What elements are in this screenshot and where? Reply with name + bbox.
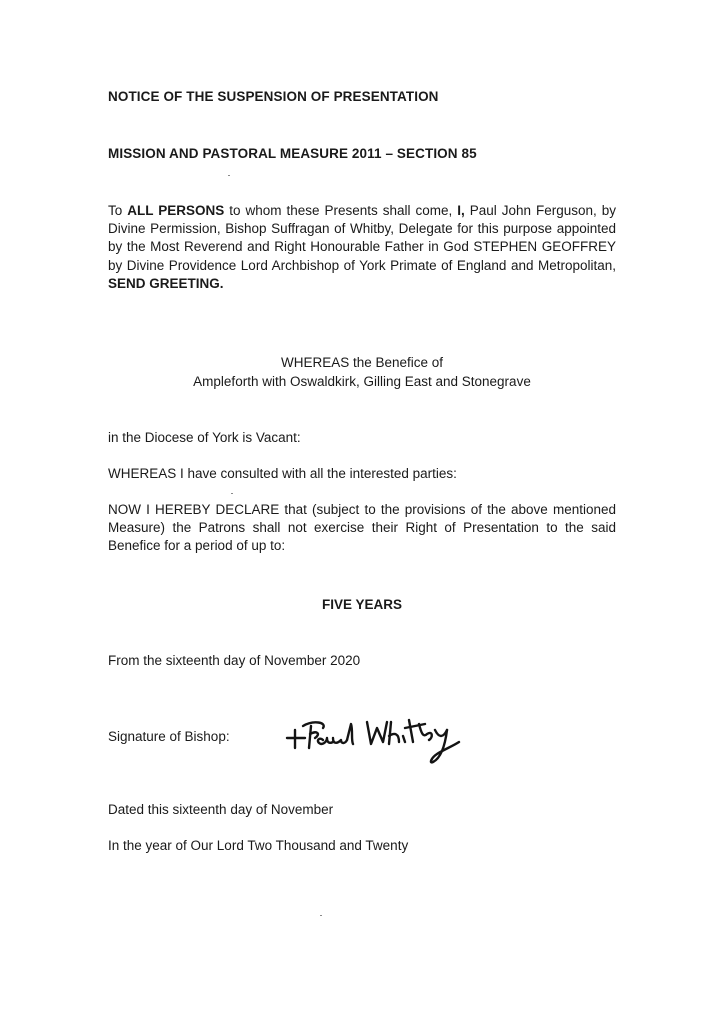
year-line: In the year of Our Lord Two Thousand and Twenty [108,838,409,853]
declaration-paragraph: NOW I HEREBY DECLARE that (subject to the provisions of the above mentioned Measure) the Patrons shall not exercise their Right of Presentation to the said Benefice for a period of up to: [108,502,616,554]
whereas-benefice-line: WHEREAS the Benefice of [280,355,444,370]
preamble-paragraph [108,202,616,293]
preamble-bold-text: ALL PERSONS [127,203,225,218]
measure-title: MISSION AND PASTORAL MEASURE 2011 – SECTION 85 [108,146,477,161]
scan-speck [320,915,322,916]
preamble-text: to whom these Presents shall come, [224,203,458,218]
dated-line: Dated this sixteenth day of November [108,802,334,817]
signature-label: Signature of Bishop: [108,729,230,744]
preamble-bold-text: I, [457,203,465,218]
scan-speck [228,175,230,176]
from-date-line: From the sixteenth day of November 2020 [108,653,361,668]
preamble-text: Paul John Ferguson, by Divine Permission, Bishop Suffragan of Whitby, Delegate for this purpose appointed by the Most Reverend and Right Honourable Father in God STEPHEN GEOFFREY by Divine Providence Lord Archbishop of York Primate of England and Metropolitan, [108,203,616,273]
diocese-line: in the Diocese of York is Vacant: [108,430,301,445]
benefice-block [108,354,616,391]
whereas-consulted-line: WHEREAS I have consulted with all the interested parties: [108,466,457,481]
preamble-bold-text: SEND GREETING. [108,275,224,291]
preamble-text: To [108,203,128,218]
bishop-signature [283,712,469,770]
benefice-name: Ampleforth with Oswaldkirk, Gilling East and Stonegrave [193,373,531,389]
notice-title: NOTICE OF THE SUSPENSION OF PRESENTATION [108,89,439,104]
period-heading: FIVE YEARS [321,597,403,612]
scan-speck [231,493,233,494]
